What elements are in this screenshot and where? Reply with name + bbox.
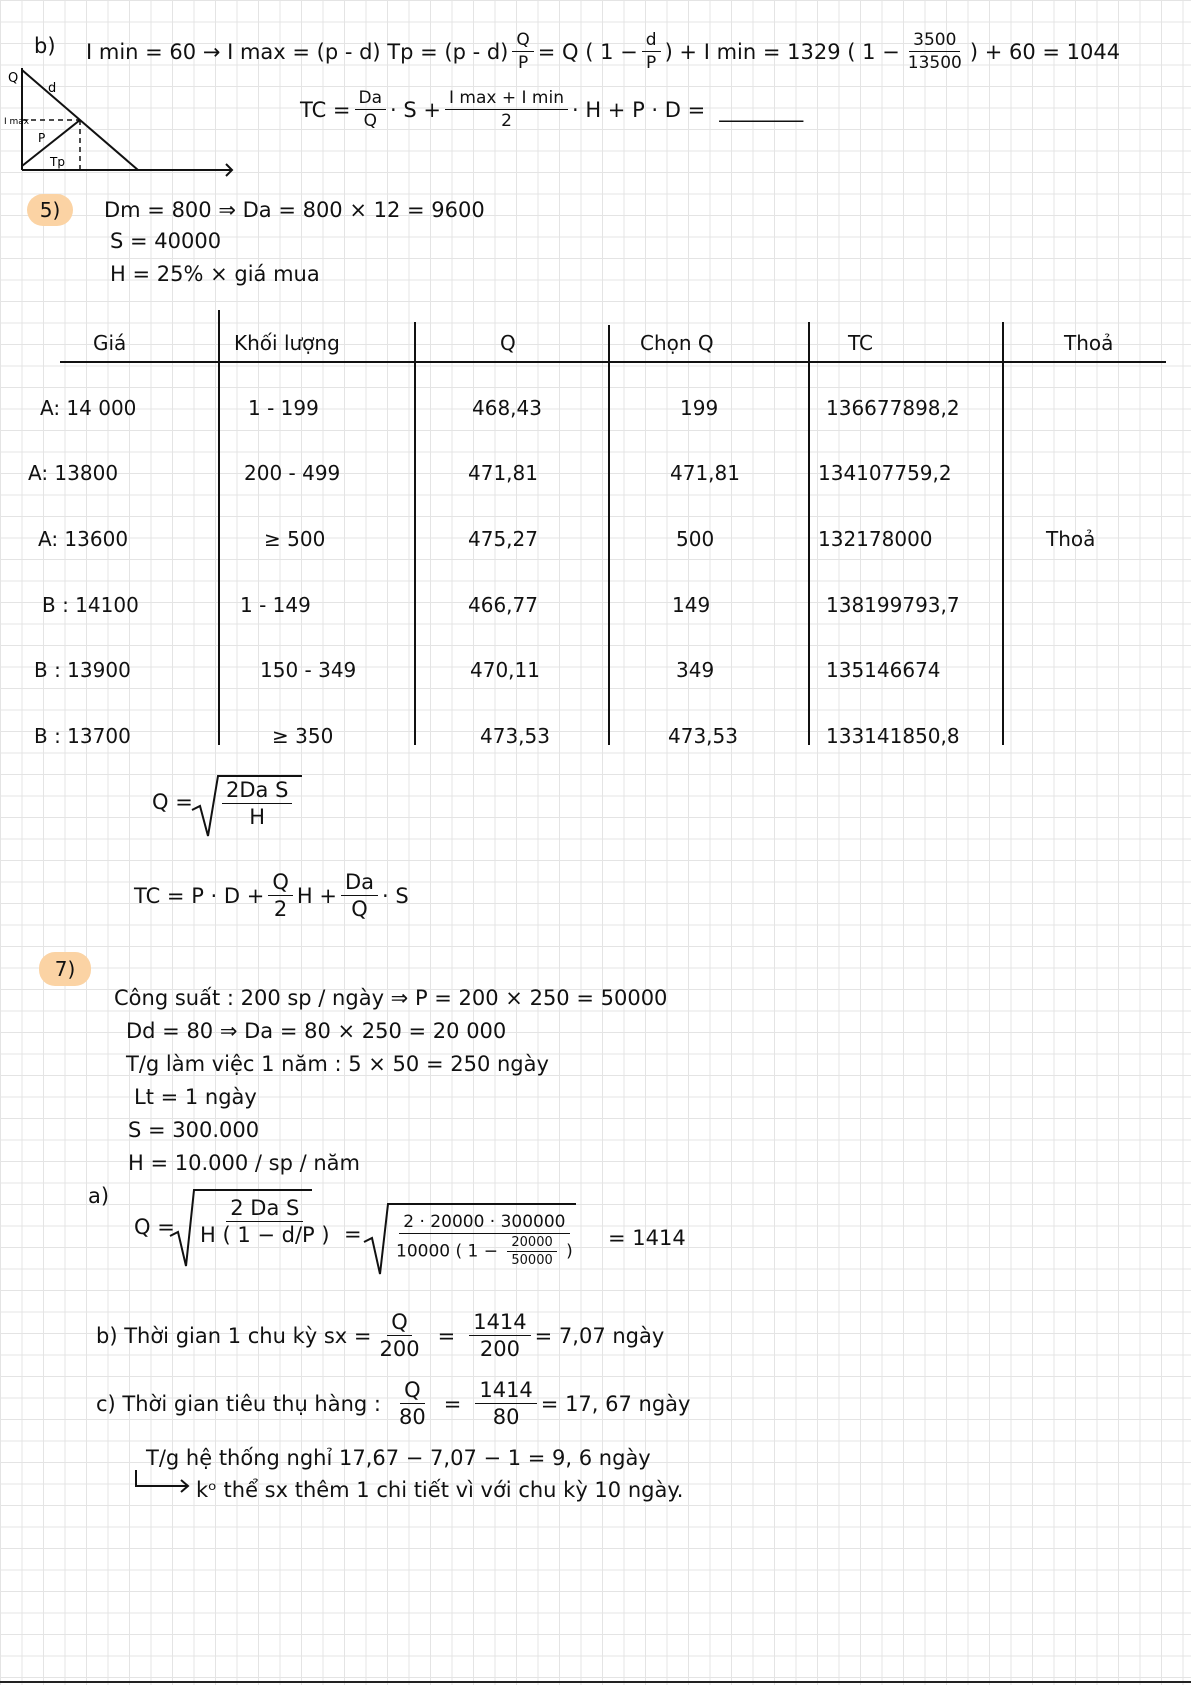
row-3-chon-q: 500	[676, 527, 715, 551]
ex7-c-result: = 17, 67 ngày	[540, 1391, 691, 1416]
row-3-q: 475,27	[468, 527, 538, 551]
table-header-rule	[60, 361, 1166, 363]
page-bottom-rule	[0, 1681, 1191, 1683]
part-b-label: b)	[34, 34, 56, 58]
fraction-d-over-p: $\frac{d}{P}$	[642, 30, 661, 73]
row-4-q: 466,77	[468, 593, 538, 617]
exercise-7-badge: 7)	[39, 952, 91, 986]
row-5-q: 470,11	[470, 658, 540, 682]
row-6-chon-q: 473,53	[668, 724, 738, 748]
fraction-q-over-2: $\frac{Q}{2}$	[268, 870, 293, 921]
row-1-gia: A: 14 000	[40, 396, 137, 420]
part-b-equation	[86, 30, 1120, 73]
header-chon-q: Chọn Q	[640, 331, 714, 355]
row-6-khoi-luong: ≥ 350	[272, 724, 334, 748]
eoq-fraction	[218, 778, 296, 829]
table-col-divider-5	[1002, 322, 1004, 745]
row-1-tc: 136677898,2	[826, 396, 960, 420]
diagram-d-label: d	[48, 81, 57, 96]
ex7-b-fraction-2: $\frac{1414}{200}$	[469, 1310, 530, 1361]
table-col-divider-2	[414, 322, 416, 745]
diagram-q-label: Q	[8, 71, 19, 86]
header-q: Q	[500, 331, 516, 355]
row-2-gia: A: 13800	[28, 461, 119, 485]
ex7-a-label: a)	[88, 1184, 110, 1208]
row-2-chon-q: 471,81	[670, 461, 740, 485]
imin-definition: I min = 60 → I max = (p - d) Tp = (p - d)	[86, 39, 509, 64]
row-6-tc: 133141850,8	[826, 724, 960, 748]
ex7-capacity: Công suất : 200 sp / ngày ⇒ P = 200 × 250 = 50000	[114, 986, 668, 1010]
header-khoi-luong: Khối lượng	[234, 331, 340, 355]
ex7-demand: Dd = 80 ⇒ Da = 80 × 250 = 20 000	[126, 1019, 507, 1043]
ex7-b-fraction-1: $\frac{Q}{200}$	[379, 1310, 420, 1361]
fraction-da-over-q: $\frac{Da}{Q}$	[355, 88, 387, 131]
diagram-p-label: P	[38, 131, 46, 145]
row-2-q: 471,81	[468, 461, 538, 485]
ex7-a-fraction-2	[388, 1212, 581, 1268]
table-col-divider-1	[218, 310, 220, 745]
tc-formula-5	[134, 870, 409, 921]
tc5-prefix: TC = P · D +	[134, 883, 265, 908]
tc-prefix: TC =	[300, 97, 351, 122]
ex7-b-result: = 7,07 ngày	[534, 1323, 665, 1348]
tc-formula-b	[300, 88, 803, 131]
table-col-divider-3	[608, 325, 610, 745]
row-6-gia: B : 13700	[34, 724, 131, 748]
row-4-khoi-luong: 1 - 149	[240, 593, 311, 617]
row-5-chon-q: 349	[676, 658, 715, 682]
ex7-a-fraction-1	[192, 1196, 338, 1247]
ex7-conclusion: kᵒ thể sx thêm 1 chi tiết vì với chu kỳ 10 ngày.	[196, 1478, 684, 1502]
ex7-lead-time: Lt = 1 ngày	[134, 1085, 257, 1109]
fraction-3500-over-13500: $\frac{3500}{13500}$	[907, 30, 962, 73]
row-5-tc: 135146674	[826, 658, 941, 682]
header-tc: TC	[848, 331, 874, 355]
header-thoa: Thoả	[1064, 331, 1114, 355]
eoq-denominator: H	[249, 805, 266, 829]
ex7-a-equals: =	[344, 1222, 362, 1246]
tc5-h-plus: H +	[296, 883, 337, 908]
ex7-b-text: b) Thời gian 1 chu kỳ sx =	[96, 1323, 372, 1348]
ex5-setup-cost: S = 40000	[110, 229, 222, 253]
ex7-c-text: c) Thời gian tiêu thụ hàng :	[96, 1391, 381, 1416]
ex7-b-line: b) Thời gian 1 chu kỳ sx = $\frac{Q}{200}$ = $\frac{1414}{200}$ = 7,07 ngày	[96, 1310, 665, 1361]
ex7-a-q: Q =	[134, 1215, 175, 1239]
diagram-tp-label: Tp	[50, 155, 65, 169]
ex7-a-num-2: 2 · 20000 · 300000	[399, 1212, 569, 1234]
ex7-a-den-1: H ( 1 − d/P )	[200, 1223, 330, 1247]
row-1-chon-q: 199	[680, 396, 719, 420]
eoq-numerator: 2Da S	[222, 778, 292, 804]
ex7-arrow-icon	[132, 1468, 194, 1496]
eoq-q-prefix: Q =	[152, 790, 193, 814]
row-6-q: 473,53	[480, 724, 550, 748]
header-gia: Giá	[93, 331, 127, 355]
answer-blank: ________	[719, 97, 804, 122]
exercise-5-badge: 5)	[27, 194, 73, 226]
tc5-s: · S	[381, 883, 409, 908]
row-3-gia: A: 13600	[38, 527, 129, 551]
ex7-c-fraction-2: $\frac{1414}{80}$	[475, 1378, 536, 1429]
row-1-khoi-luong: 1 - 199	[248, 396, 319, 420]
row-3-khoi-luong: ≥ 500	[264, 527, 326, 551]
ex7-rest-time: T/g hệ thống nghỉ 17,67 − 7,07 − 1 = 9, 6 ngày	[146, 1446, 651, 1470]
ex5-demand-line: Dm = 800 ⇒ Da = 800 × 12 = 9600	[104, 198, 485, 222]
ex7-working-days: T/g làm việc 1 năm : 5 × 50 = 250 ngày	[126, 1052, 549, 1076]
imin-plus: ) + I min = 1329 ( 1 −	[664, 39, 900, 64]
tc-h-pd: · H + P · D =	[571, 97, 706, 122]
table-col-divider-4	[808, 322, 810, 745]
ex5-holding-cost: H = 25% × giá mua	[110, 262, 320, 286]
ex7-c-line: c) Thời gian tiêu thụ hàng : $\frac{Q}{80}$ = $\frac{1414}{80}$ = 17, 67 ngày	[96, 1378, 691, 1429]
row-5-gia: B : 13900	[34, 658, 131, 682]
row-1-q: 468,43	[472, 396, 542, 420]
row-3-thoa: Thoả	[1046, 527, 1096, 551]
row-4-gia: B : 14100	[42, 593, 139, 617]
q-times-bracket: = Q ( 1 −	[537, 39, 638, 64]
fraction-q-over-p: $\frac{Q}{P}$	[512, 30, 533, 73]
row-2-khoi-luong: 200 - 499	[244, 461, 341, 485]
tc-s-plus: · S +	[390, 97, 441, 122]
ex7-holding-cost: H = 10.000 / sp / năm	[128, 1151, 360, 1175]
ex7-a-num-1: 2 Da S	[226, 1196, 303, 1222]
fraction-imax-imin-over-2: $\frac{\text{I max + I min}}{2}$	[445, 88, 568, 131]
ex7-a-den-2: 10000 ( 1 − $\frac{20000}{50000}$ )	[396, 1235, 573, 1268]
row-5-khoi-luong: 150 - 349	[260, 658, 357, 682]
ex7-a-result: = 1414	[608, 1226, 686, 1250]
row-3-tc: 132178000	[818, 527, 933, 551]
fraction-da-over-q-5: $\frac{Da}{Q}$	[341, 870, 378, 921]
ex7-setup-cost: S = 300.000	[128, 1118, 260, 1142]
ex7-c-fraction-1: $\frac{Q}{80}$	[399, 1378, 426, 1429]
row-4-tc: 138199793,7	[826, 593, 960, 617]
row-4-chon-q: 149	[672, 593, 711, 617]
inventory-diagram	[4, 62, 240, 182]
imax-result: ) + 60 = 1044	[969, 39, 1121, 64]
row-2-tc: 134107759,2	[818, 461, 952, 485]
diagram-imax-label: I max	[4, 117, 30, 127]
